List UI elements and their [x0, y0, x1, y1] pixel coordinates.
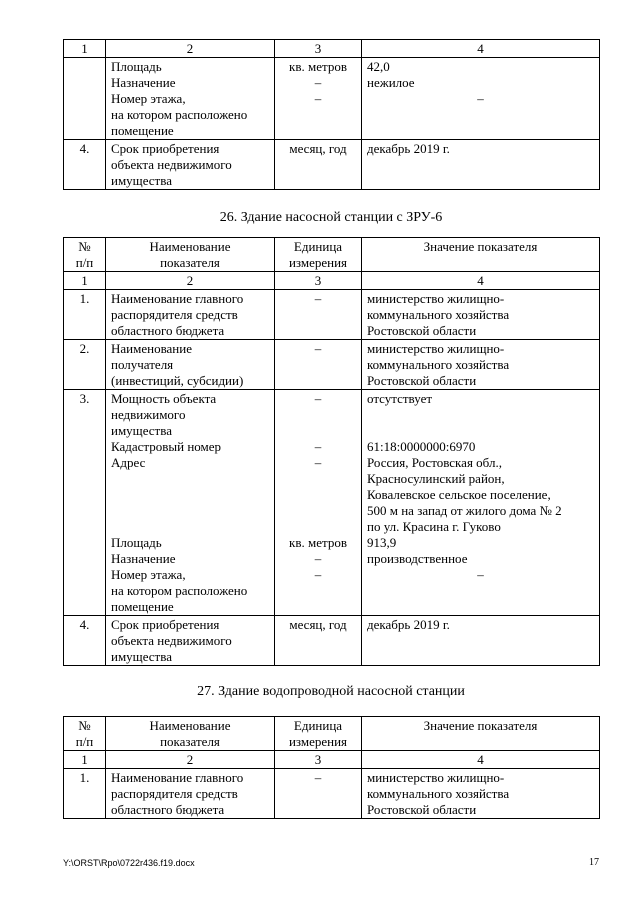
header-name: Наименование показателя: [106, 717, 275, 751]
header-name: Наименование показателя: [106, 238, 275, 272]
table-row: 4. Срок приобретения объекта недвижимого имущества месяц, год декабрь 2019 г.: [64, 616, 600, 666]
header-unit: Единица измерения: [275, 238, 362, 272]
table-header-row: [64, 238, 600, 272]
table-header-row: [64, 717, 600, 751]
area-values: 42,0 нежилое –: [362, 58, 600, 140]
table-row-object-details: 3. Мощность объекта недвижимого имущества Кадастровый номер Адрес Площадь Назначение Номер этажа, на котором расположено помещение – – – кв. метров – – отсутствует 61:18:0000000:6970 Россия, Ростовская обл., Красносулинский район, Ковалевское сельское поселение, 500 м на запад от жилого дома № 2 по ул. Красина г. Гуково 913,9 производственное –: [64, 390, 600, 616]
table-section-25-continuation: [63, 39, 600, 190]
table-row: 2. Наименование получателя (инвестиций, субсидии) – министерство жилищно- коммунального хозяйства Ростовской области: [64, 340, 600, 390]
column-number-row: 1 2 3 4: [64, 751, 600, 769]
table-row: 1. Наименование главного распорядителя средств областного бюджета – министерство жилищно- коммунального хозяйства Ростовской области: [64, 769, 600, 819]
area-labels: Площадь Назначение Номер этажа, на котором расположено помещение: [106, 58, 275, 140]
footer-file-path: Y:\ORST\Rpo\0722r436.f19.docx: [63, 858, 195, 868]
table-row: 1. Наименование главного распорядителя средств областного бюджета – министерство жилищно- коммунального хозяйства Ростовской области: [64, 290, 600, 340]
column-number-row: 1 2 3 4: [64, 40, 600, 58]
header-value: Значение показателя: [362, 717, 600, 751]
column-number-row: 1 2 3 4: [64, 272, 600, 290]
section-26-title: 26. Здание насосной станции с ЗРУ-6: [219, 210, 443, 225]
header-unit: Единица измерения: [275, 717, 362, 751]
area-units: кв. метров – –: [275, 58, 362, 140]
section-27-title: 27. Здание водопроводной насосной станции: [197, 684, 465, 699]
header-num: № п/п: [64, 717, 106, 751]
header-value: Значение показателя: [362, 238, 600, 272]
table-section-27: [63, 716, 600, 819]
table-row: 4. Срок приобретения объекта недвижимого имущества месяц, год декабрь 2019 г.: [64, 140, 600, 190]
table-row-area: [64, 58, 600, 140]
header-num: № п/п: [64, 238, 106, 272]
table-section-26: [63, 237, 600, 666]
page-number: 17: [589, 857, 599, 868]
